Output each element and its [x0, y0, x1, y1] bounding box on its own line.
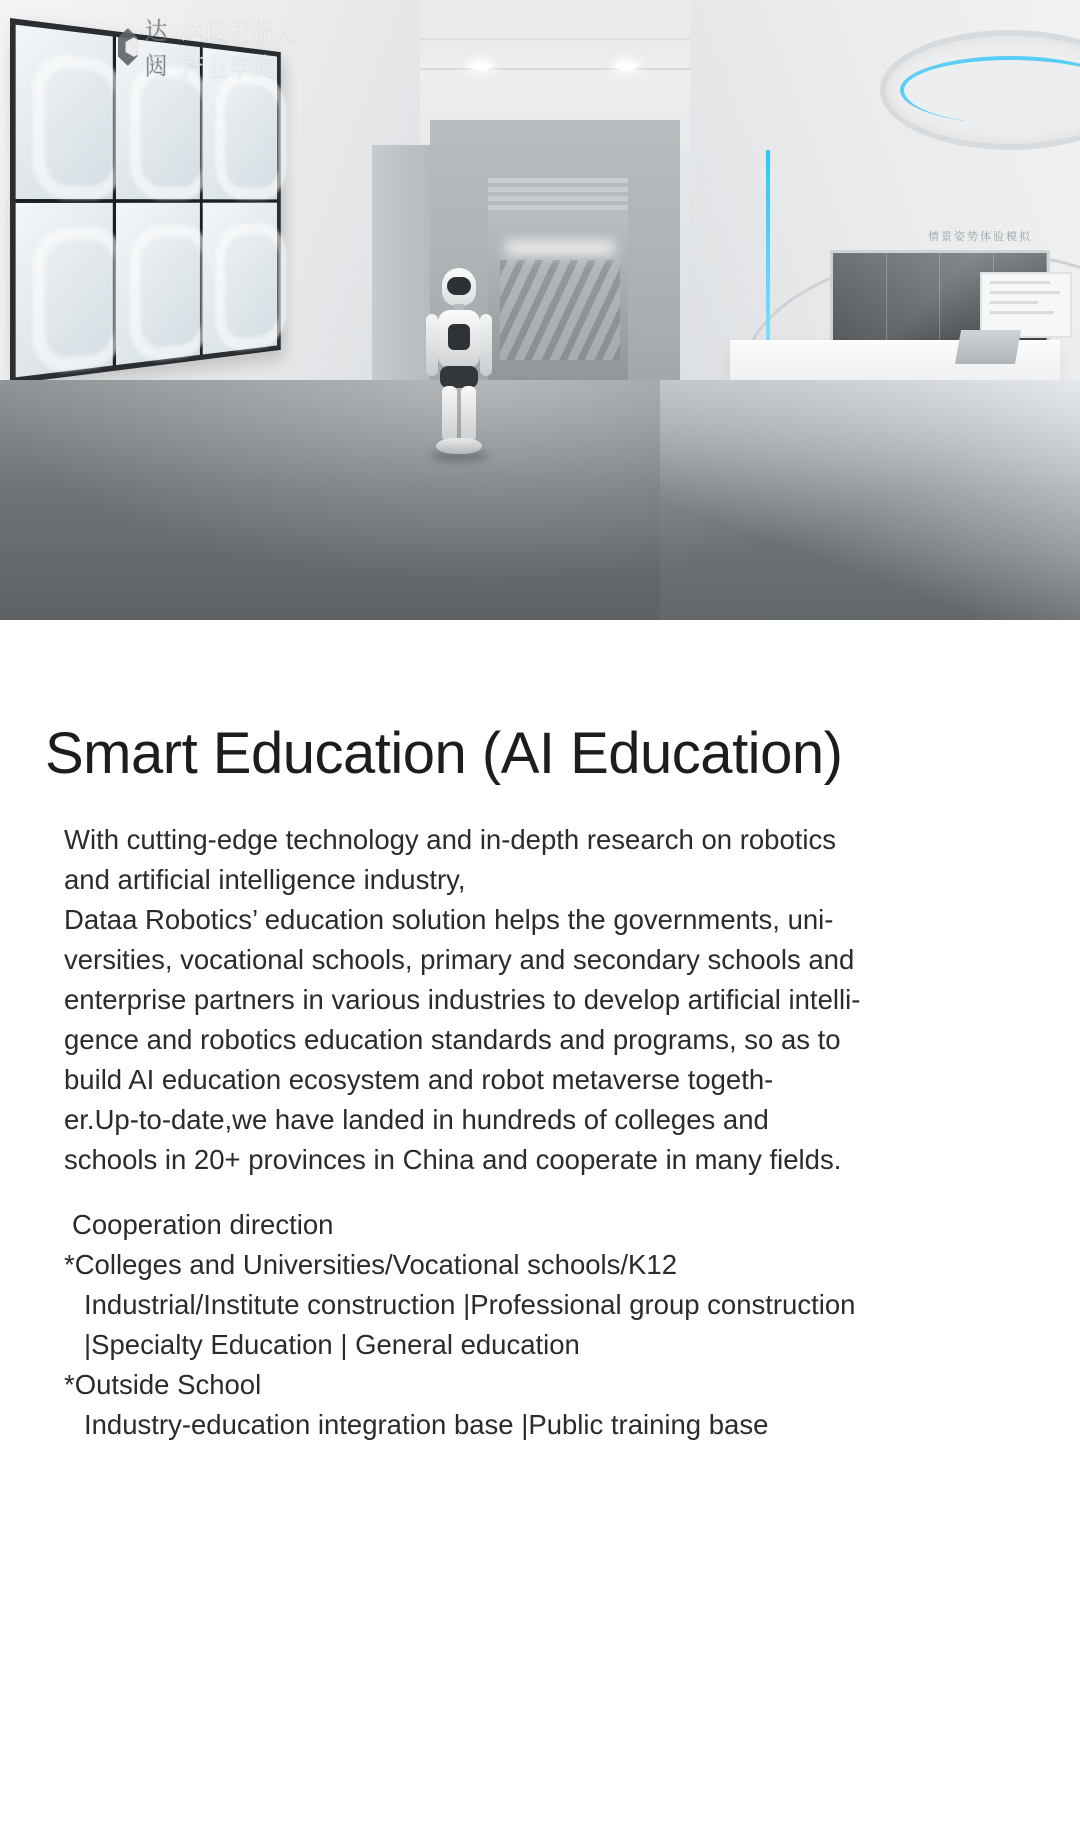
floor-light-pool — [660, 380, 1080, 620]
ceiling-light-icon — [615, 62, 637, 70]
description-line: enterprise partners in various industries to develop artificial intelli- — [64, 984, 861, 1015]
wall-logo-title: 达闼机器人产业学院 — [181, 16, 297, 83]
description-paragraph — [64, 820, 1024, 1180]
corridor-floor-markings — [500, 260, 620, 360]
corridor-light-glow — [505, 240, 615, 256]
description-line: With cutting-edge technology and in-depth research on robotics — [64, 824, 836, 855]
robot-face-icon — [447, 277, 471, 295]
wall-brand-logo — [118, 2, 307, 92]
robot-chest-screen — [448, 324, 470, 350]
page-title: Smart Education (AI Education) — [45, 721, 843, 786]
description-line: and artificial intelligence industry, — [64, 864, 466, 895]
description-line: versities, vocational schools, primary and secondary schools and — [64, 944, 855, 975]
service-robot — [424, 268, 494, 468]
description-line: Dataa Robotics’ education solution helps the governments, uni- — [64, 904, 834, 935]
exhibit-info-panel — [980, 272, 1072, 338]
exhibit-kiosk-terminal — [955, 330, 1021, 364]
video-wall-cell — [16, 203, 113, 377]
description-line: er.Up-to-date,we have landed in hundreds of colleges and — [64, 1104, 769, 1135]
exhibit-caption: 情景姿势体验模拟 — [928, 231, 1032, 243]
video-wall-cell — [116, 203, 200, 365]
cooperation-item: Industry-education integration base |Public training base — [84, 1409, 769, 1440]
cooperation-item: |Specialty Education | General education — [84, 1329, 580, 1360]
hexagon-logo-icon — [118, 28, 137, 66]
wall-logo-brand: 达闼 — [144, 17, 169, 81]
video-wall-cell — [16, 25, 113, 199]
cooperation-item: *Outside School — [64, 1369, 262, 1400]
hero-image — [0, 0, 1080, 620]
description-line: build AI education ecosystem and robot metaverse togeth- — [64, 1064, 774, 1095]
video-wall-cell — [203, 203, 277, 355]
ceiling-recess-inner — [420, 0, 700, 40]
roller-shutter — [488, 178, 628, 214]
ceiling-light-icon — [470, 62, 492, 70]
cooperation-heading: Cooperation direction — [72, 1209, 334, 1240]
ceiling-ring-light — [880, 30, 1080, 150]
cooperation-item: Industrial/Institute construction |Professional group construction — [84, 1289, 856, 1320]
content-section — [0, 620, 1080, 1842]
description-line: schools in 20+ provinces in China and cooperate in many fields. — [64, 1144, 842, 1175]
cooperation-item: *Colleges and Universities/Vocational schools/K12 — [64, 1249, 677, 1280]
description-line: gence and robotics education standards and programs, so as to — [64, 1024, 841, 1055]
cooperation-section — [64, 1205, 1044, 1445]
